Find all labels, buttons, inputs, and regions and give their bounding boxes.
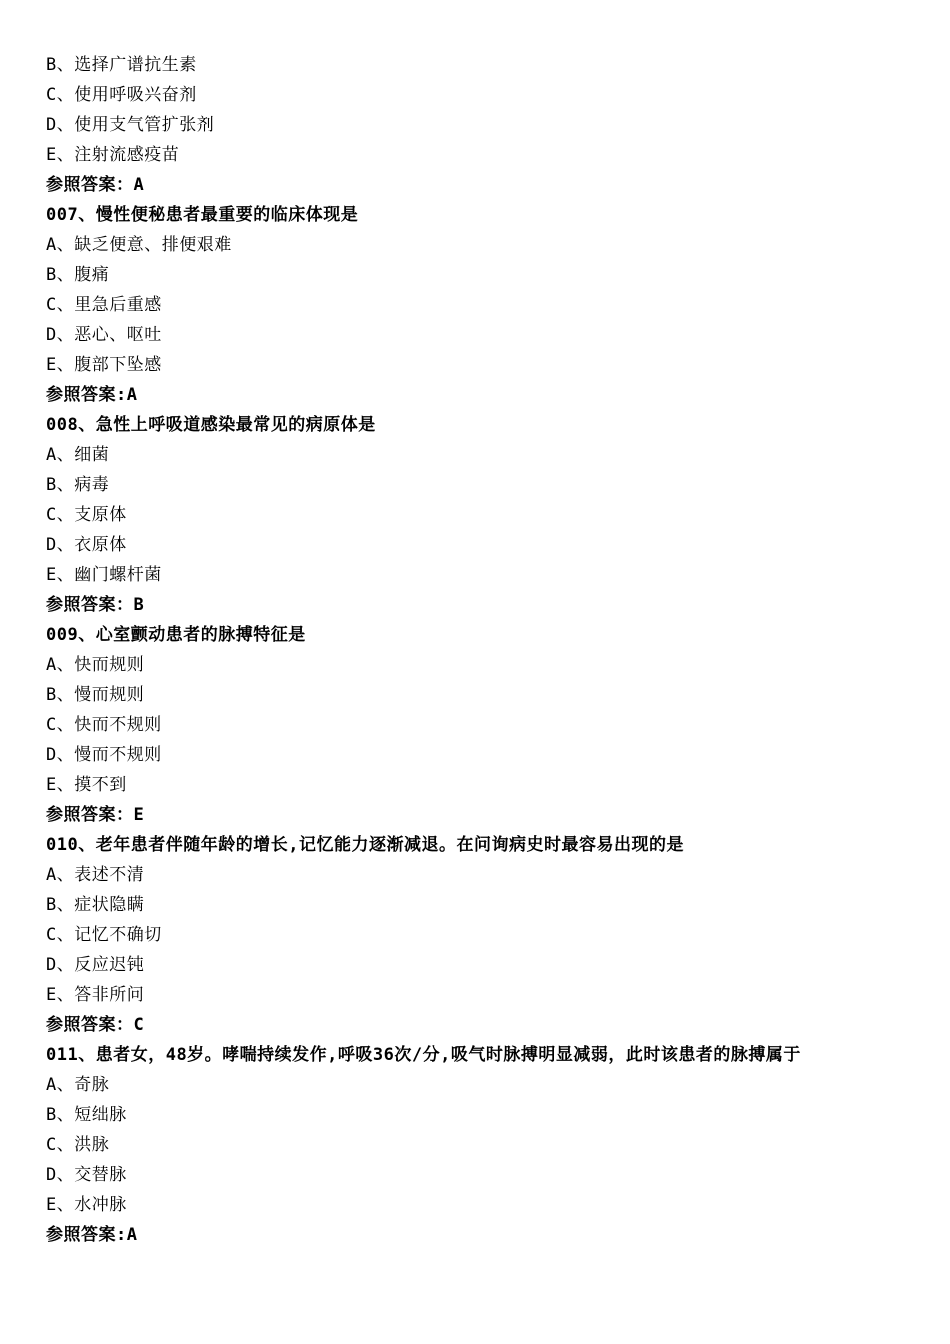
option-d: D、反应迟钝	[46, 955, 145, 975]
question-title: 007、慢性便秘患者最重要的临床体现是	[46, 205, 359, 225]
answer: 参照答案：B	[46, 595, 145, 615]
question-007	[46, 200, 896, 410]
question-008	[46, 410, 896, 620]
option-c: C、记忆不确切	[46, 925, 162, 945]
option-a: A、快而规则	[46, 655, 145, 675]
option-b: B、选择广谱抗生素	[46, 55, 197, 75]
answer: 参照答案:A	[46, 385, 138, 405]
answer: 参照答案：C	[46, 1015, 145, 1035]
option-c: C、里急后重感	[46, 295, 162, 315]
question-009	[46, 620, 896, 830]
question-011	[46, 1040, 896, 1250]
option-c: C、洪脉	[46, 1135, 110, 1155]
option-e: E、水冲脉	[46, 1195, 127, 1215]
option-d: D、衣原体	[46, 535, 127, 555]
option-c: C、使用呼吸兴奋剂	[46, 85, 197, 105]
option-d: D、交替脉	[46, 1165, 127, 1185]
option-d: D、使用支气管扩张剂	[46, 115, 215, 135]
option-a: A、表述不清	[46, 865, 145, 885]
option-d: D、恶心、呕吐	[46, 325, 162, 345]
option-b: B、病毒	[46, 475, 110, 495]
question-010	[46, 830, 896, 1040]
option-e: E、腹部下坠感	[46, 355, 162, 375]
option-e: E、摸不到	[46, 775, 127, 795]
option-b: B、慢而规则	[46, 685, 145, 705]
document-page	[46, 50, 896, 1250]
answer: 参照答案：E	[46, 805, 145, 825]
question-006-tail	[46, 50, 896, 200]
question-title: 008、急性上呼吸道感染最常见的病原体是	[46, 415, 376, 435]
option-e: E、幽门螺杆菌	[46, 565, 162, 585]
option-b: B、短绌脉	[46, 1105, 127, 1125]
question-title: 009、心室颤动患者的脉搏特征是	[46, 625, 306, 645]
option-a: A、奇脉	[46, 1075, 110, 1095]
option-d: D、慢而不规则	[46, 745, 162, 765]
option-a: A、细菌	[46, 445, 110, 465]
answer: 参照答案:A	[46, 1225, 138, 1245]
question-title: 010、老年患者伴随年龄的增长,记忆能力逐渐减退。在问询病史时最容易出现的是	[46, 835, 684, 855]
option-a: A、缺乏便意、排便艰难	[46, 235, 232, 255]
option-b: B、症状隐瞒	[46, 895, 145, 915]
answer: 参照答案：A	[46, 175, 145, 195]
question-title: 011、患者女，48岁。哮喘持续发作,呼吸36次/分,吸气时脉搏明显减弱，此时该患者的脉搏属于	[46, 1045, 801, 1065]
option-b: B、腹痛	[46, 265, 110, 285]
option-c: C、支原体	[46, 505, 127, 525]
option-c: C、快而不规则	[46, 715, 162, 735]
option-e: E、答非所问	[46, 985, 145, 1005]
option-e: E、注射流感疫苗	[46, 145, 180, 165]
